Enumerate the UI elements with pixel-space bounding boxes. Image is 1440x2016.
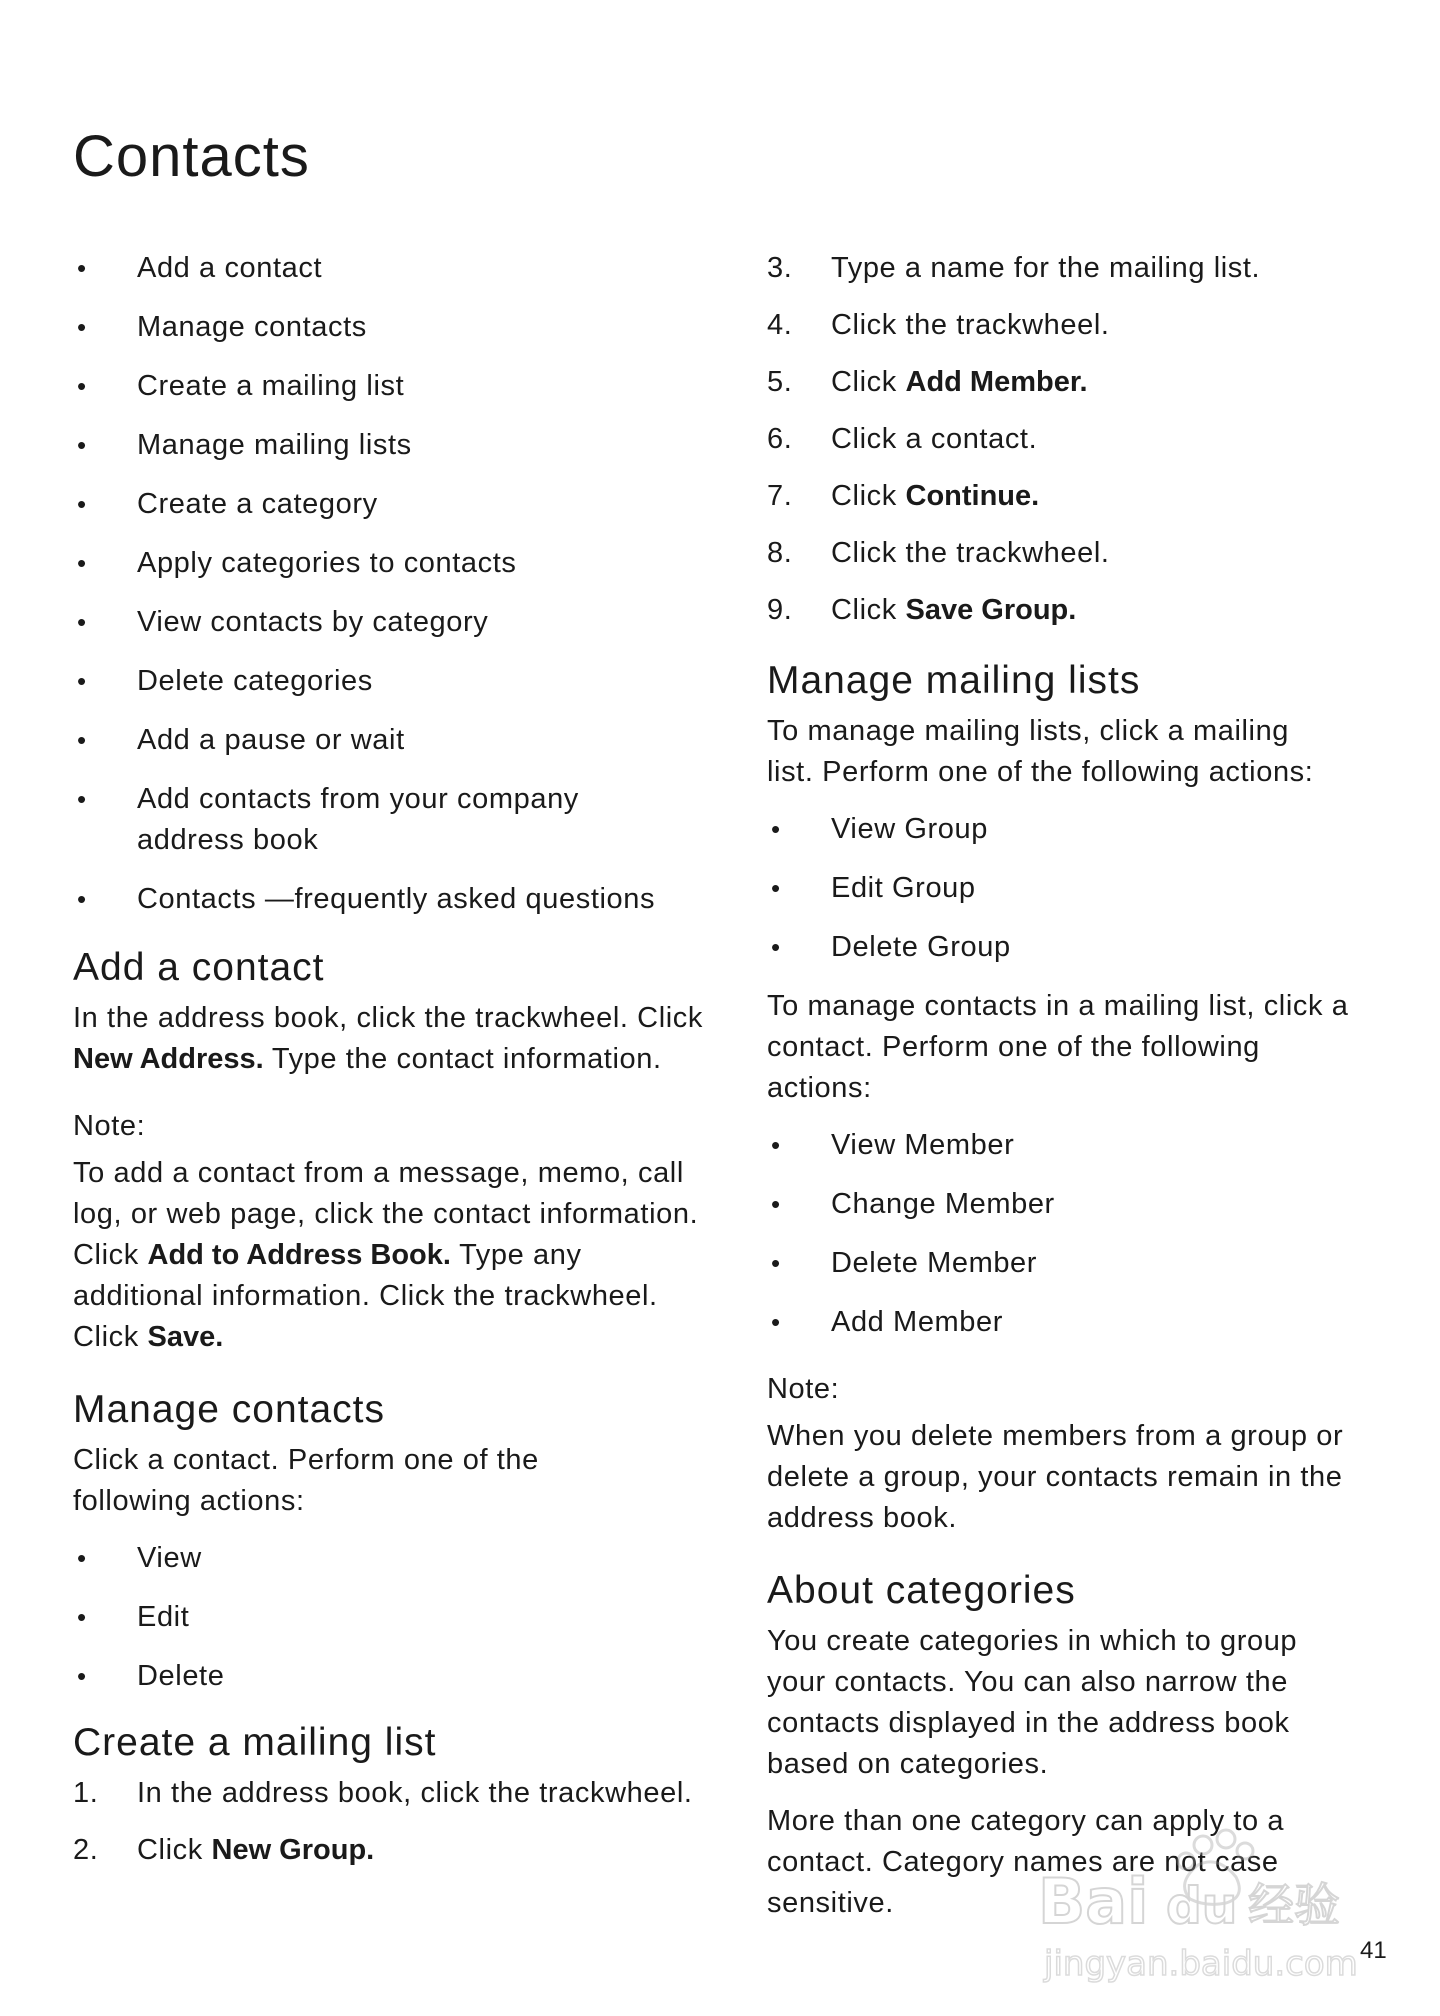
bullet-icon: •	[771, 1307, 781, 1337]
step-list	[73, 1773, 713, 1871]
paragraph: More than one category can apply to a contact. Category names are not case sensitive.	[767, 1805, 1285, 1919]
step-item: 8. Click the trackwheel.	[767, 537, 1110, 569]
toc-item-label: Create a category	[137, 488, 378, 520]
toc-list	[73, 248, 713, 920]
bullet-icon: •	[771, 1189, 781, 1219]
list-item: • Edit Group	[767, 868, 1392, 909]
toc-item[interactable]	[73, 425, 713, 466]
toc-item-label: Manage mailing lists	[137, 429, 412, 461]
step-item: 2. Click New Group.	[73, 1834, 375, 1866]
page-number: 41	[1360, 1937, 1387, 1964]
toc-item-label: Contacts —frequently asked questions	[137, 883, 656, 915]
list-item: • View	[73, 1538, 713, 1579]
toc-item[interactable]	[73, 366, 713, 407]
toc-item[interactable]	[73, 484, 713, 525]
add-contact-section	[73, 942, 713, 1358]
bullet-icon: •	[77, 312, 87, 342]
note-label: Note:	[73, 1110, 146, 1142]
step-item: 9. Click Save Group.	[767, 594, 1077, 626]
group-action-list	[767, 809, 1392, 968]
toc-item-label: View contacts by category	[137, 606, 489, 638]
toc-item-label: Add a pause or wait	[137, 724, 405, 756]
toc-item[interactable]	[73, 720, 713, 761]
bullet-icon: •	[771, 1130, 781, 1160]
bullet-icon: •	[77, 725, 87, 755]
paragraph: To manage mailing lists, click a mailing list. Perform one of the following actions:	[767, 715, 1314, 788]
toc-item-label: Create a mailing list	[137, 370, 405, 402]
left-column	[73, 248, 713, 1887]
svg-text:jingyan.baidu.com: jingyan.baidu.com	[1044, 1944, 1358, 1984]
paragraph: To manage contacts in a mailing list, click a contact. Perform one of the following actions:	[767, 990, 1349, 1104]
bullet-icon: •	[77, 666, 87, 696]
bullet-icon: •	[77, 548, 87, 578]
section-heading: Manage mailing lists	[767, 659, 1141, 702]
bullet-icon: •	[77, 1661, 87, 1691]
step-list-continued	[767, 248, 1392, 631]
toc-item[interactable]	[73, 543, 713, 584]
bullet-icon: •	[771, 932, 781, 962]
list-item: • Edit	[73, 1597, 713, 1638]
step-item: 7. Click Continue.	[767, 480, 1040, 512]
bullet-icon: •	[77, 884, 87, 914]
create-mailing-list-section	[73, 1717, 713, 1871]
list-item: • Delete Member	[767, 1243, 1392, 1284]
bullet-icon: •	[77, 607, 87, 637]
paragraph: You create categories in which to group your contacts. You can also narrow the contacts displayed in the address book based on categories.	[767, 1625, 1298, 1780]
baidu-watermark-logo	[1038, 1825, 1368, 1995]
note-text: To add a contact from a message, memo, call log, or web page, click the contact information. Click Add to Address Book. Type any additional information. Click the trackwheel. Click Save.	[73, 1157, 699, 1353]
list-item: • Delete Group	[767, 927, 1392, 968]
toc-item-label: Add a contact	[137, 252, 323, 284]
ui-term: Save.	[147, 1321, 224, 1353]
list-item: • View Group	[767, 809, 1392, 850]
bullet-icon: •	[77, 253, 87, 283]
step-item: 4. Click the trackwheel.	[767, 309, 1110, 341]
ui-term: Add to Address Book.	[147, 1239, 451, 1271]
bullet-icon: •	[77, 1602, 87, 1632]
step-item: 5. Click Add Member.	[767, 366, 1088, 398]
bullet-icon: •	[77, 430, 87, 460]
note-text: When you delete members from a group or delete a group, your contacts remain in the address book.	[767, 1420, 1344, 1534]
section-heading: Manage contacts	[73, 1388, 386, 1431]
toc-item[interactable]	[73, 779, 713, 861]
toc-item-label: Apply categories to contacts	[137, 547, 517, 579]
manage-contacts-section	[73, 1384, 713, 1697]
step-item: 1. In the address book, click the trackwheel.	[73, 1777, 693, 1809]
list-item: • View Member	[767, 1125, 1392, 1166]
svg-text:du: du	[1166, 1877, 1238, 1935]
paragraph: In the address book, click the trackwheel. Click New Address. Type the contact information.	[73, 1002, 704, 1075]
bullet-icon: •	[77, 489, 87, 519]
list-item: • Add Member	[767, 1302, 1392, 1343]
bullet-icon: •	[771, 1248, 781, 1278]
page-title: Contacts	[73, 124, 310, 189]
toc-item-label: Manage contacts	[137, 311, 367, 343]
toc-item[interactable]	[73, 307, 713, 348]
toc-item[interactable]	[73, 602, 713, 643]
ui-term: New Address.	[73, 1043, 264, 1075]
step-item: 6. Click a contact.	[767, 423, 1038, 455]
section-heading: Create a mailing list	[73, 1721, 437, 1764]
toc-item-label: Add contacts from your company address book	[137, 783, 579, 856]
paragraph: Click a contact. Perform one of the following actions:	[73, 1444, 539, 1517]
list-item: • Change Member	[767, 1184, 1392, 1225]
bullet-icon: •	[77, 784, 87, 814]
toc-item[interactable]	[73, 661, 713, 702]
bullet-icon: •	[771, 873, 781, 903]
ui-term: New Group.	[211, 1834, 375, 1866]
note-label: Note:	[767, 1373, 840, 1405]
toc-item[interactable]	[73, 879, 713, 920]
ui-term: Add Member.	[905, 366, 1088, 398]
bullet-icon: •	[77, 1543, 87, 1573]
list-item: • Delete	[73, 1656, 713, 1697]
toc-item-label: Delete categories	[137, 665, 373, 697]
action-list	[73, 1538, 713, 1697]
section-heading: Add a contact	[73, 946, 325, 989]
ui-term: Continue.	[905, 480, 1040, 512]
right-column	[767, 248, 1392, 1924]
manage-mailing-lists-section	[767, 655, 1392, 1539]
svg-text:经验: 经验	[1248, 1878, 1340, 1932]
toc-item[interactable]	[73, 248, 713, 289]
step-item: 3. Type a name for the mailing list.	[767, 252, 1261, 284]
bullet-icon: •	[77, 371, 87, 401]
ui-term: Save Group.	[905, 594, 1077, 626]
bullet-icon: •	[771, 814, 781, 844]
section-heading: About categories	[767, 1569, 1076, 1612]
svg-text:Bai: Bai	[1038, 1865, 1149, 1938]
member-action-list	[767, 1125, 1392, 1343]
